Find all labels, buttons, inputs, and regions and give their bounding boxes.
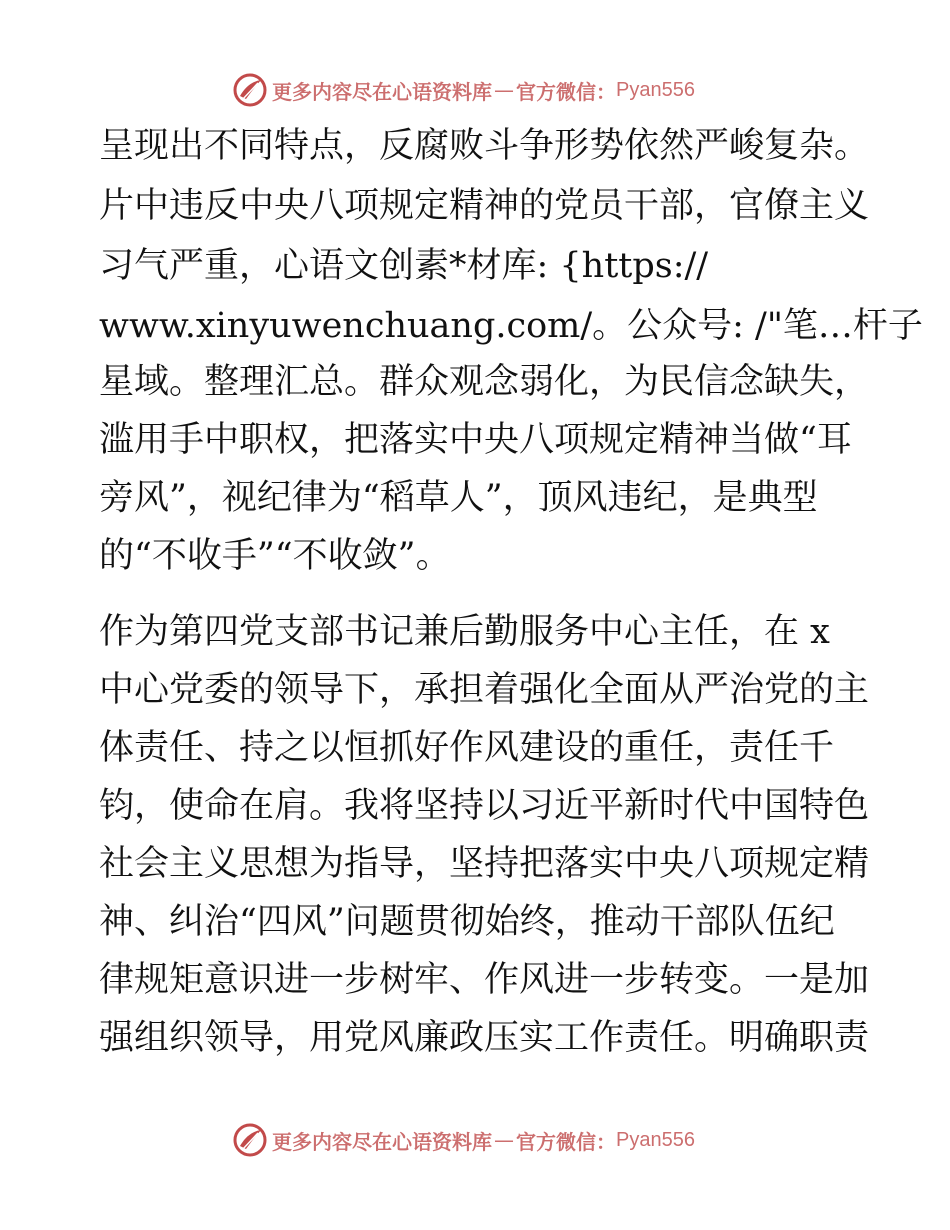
brand-logo-icon (232, 72, 268, 108)
watermark-id: Pyan556 (616, 1128, 695, 1151)
text-line: 律规矩意识进一步树牢、作风进一步转变。一是加 (99, 960, 870, 1000)
text-line: 习气严重，心语文创素*材库: {https:// (99, 246, 709, 286)
text-line: 钧，使命在肩。我将坚持以习近平新时代中国特色 (99, 786, 870, 826)
text-line: 星域。整理汇总。群众观念弱化，为民信念缺失， (99, 362, 870, 402)
watermark-text: 更多内容尽在心语资料库 (272, 1129, 492, 1154)
watermark-id: Pyan556 (616, 78, 695, 101)
text-line: 作为第四党支部书记兼后勤服务中心主任，在 x (99, 612, 830, 652)
text-line: 旁风”，视纪律为“稻草人”，顶风违纪，是典型 (99, 478, 818, 518)
watermark-separator: — (494, 1128, 514, 1152)
text-line: 片中违反中央八项规定精神的党员干部，官僚主义 (99, 186, 870, 226)
watermark-label: 官方微信： (516, 79, 616, 104)
text-line: 呈现出不同特点，反腐败斗争形势依然严峻复杂。 (99, 126, 870, 166)
text-line: www.xinyuwenchuang.com/。公众号: /"笔…杆子 (99, 306, 923, 346)
text-line: 中心党委的领导下，承担着强化全面从严治党的主 (99, 670, 870, 710)
text-line: 体责任、持之以恒抓好作风建设的重任，责任千 (99, 728, 835, 768)
watermark-label: 官方微信： (516, 1129, 616, 1154)
watermark-text: 更多内容尽在心语资料库 (272, 79, 492, 104)
text-line: 滥用手中职权，把落实中央八项规定精神当做“耳 (99, 420, 852, 460)
footer-watermark (232, 1120, 712, 1160)
text-line: 社会主义思想为指导，坚持把落实中央八项规定精 (99, 844, 870, 884)
text-line: 强组织领导，用党风廉政压实工作责任。明确职责 (99, 1018, 870, 1058)
brand-logo-icon (232, 1122, 268, 1158)
text-line: 神、纠治“四风”问题贯彻始终，推动干部队伍纪 (99, 902, 835, 942)
text-line: 的“不收手”“不收敛”。 (99, 536, 451, 576)
watermark-separator: — (494, 78, 514, 102)
header-watermark (232, 70, 712, 110)
